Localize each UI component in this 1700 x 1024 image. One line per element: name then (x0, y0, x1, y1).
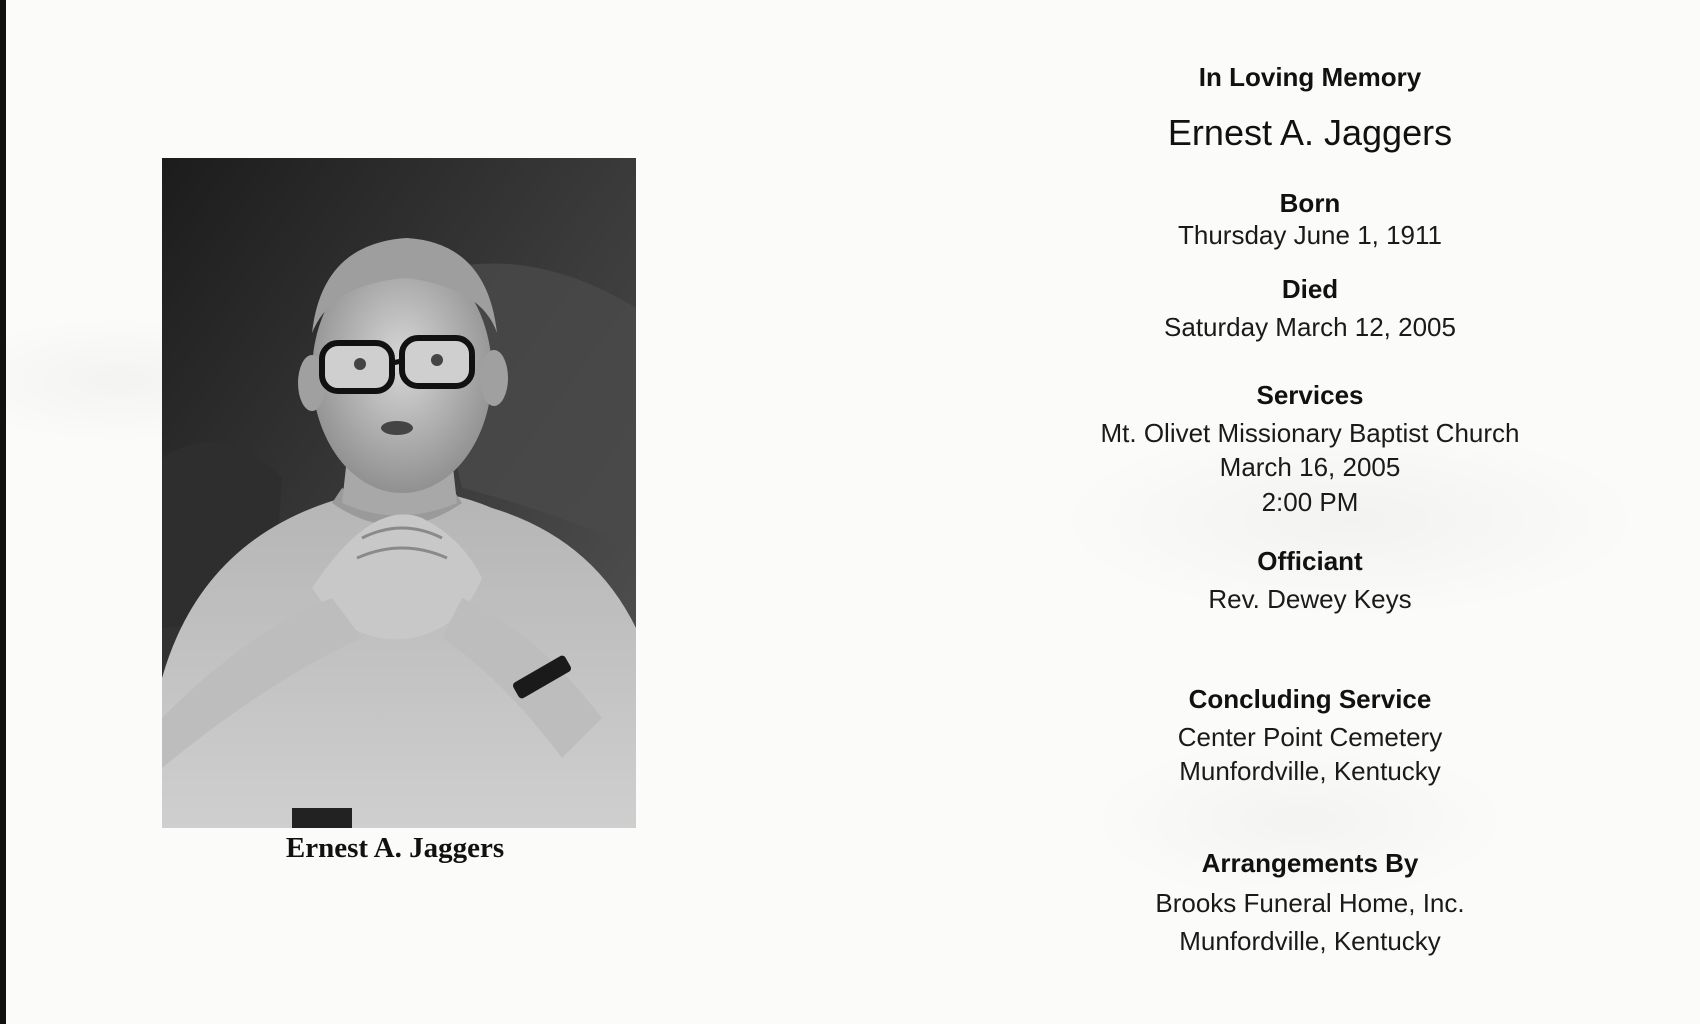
funeral-home-name: Brooks Funeral Home, Inc. (1155, 888, 1465, 918)
services-date: March 16, 2005 (1219, 452, 1401, 482)
deceased-name: Ernest A. Jaggers (1167, 112, 1453, 153)
services-label: Services (1256, 380, 1364, 410)
memorial-info (1000, 0, 1620, 1024)
portrait-photo (162, 158, 636, 828)
arrangements-label: Arrangements By (1201, 848, 1419, 878)
officiant-name: Rev. Dewey Keys (1208, 584, 1412, 614)
born-label: Born (1279, 188, 1341, 218)
portrait-photo-image (162, 158, 636, 828)
services-time: 2:00 PM (1261, 487, 1359, 517)
born-date: Thursday June 1, 1911 (1177, 220, 1443, 250)
cemetery-city: Munfordville, Kentucky (1179, 756, 1441, 786)
cemetery-name: Center Point Cemetery (1177, 722, 1443, 752)
died-date: Saturday March 12, 2005 (1164, 312, 1456, 342)
concluding-service-label: Concluding Service (1188, 684, 1432, 714)
officiant-label: Officiant (1257, 546, 1363, 576)
died-label: Died (1281, 274, 1339, 304)
scan-edge (0, 0, 6, 1024)
photo-caption: Ernest A. Jaggers (285, 832, 505, 864)
services-location: Mt. Olivet Missionary Baptist Church (1100, 418, 1520, 448)
funeral-home-city: Munfordville, Kentucky (1179, 926, 1441, 956)
heading-in-loving-memory: In Loving Memory (1198, 62, 1422, 92)
